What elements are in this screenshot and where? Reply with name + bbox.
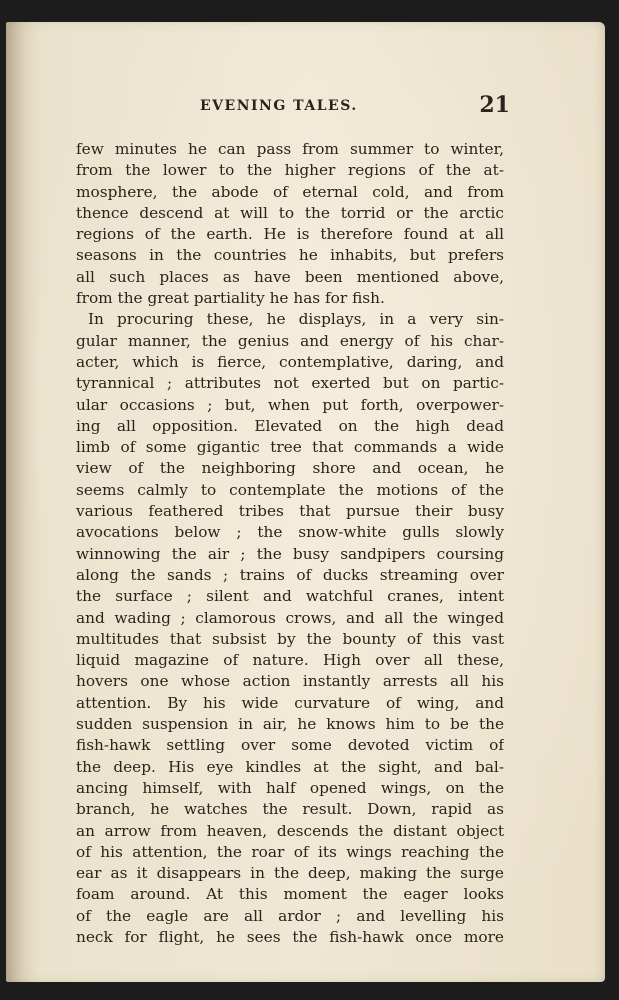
text-line: of the eagle are all ardor ; and levelling his — [76, 906, 504, 925]
text-line: sudden suspension in air, he knows him to be the — [76, 715, 504, 734]
text-line: attention. By his wide curvature of wing, and — [76, 693, 504, 712]
running-title: EVENING TALES. — [200, 98, 358, 114]
text-line: view of the neighboring shore and ocean, he — [76, 459, 504, 478]
text-line: branch, he watches the result. Down, rapid as — [76, 800, 504, 819]
text-line: regions of the earth. He is therefore found at all — [76, 225, 504, 244]
text-line: In procuring these, he displays, in a very sin- — [88, 310, 504, 329]
text-line: fish-hawk settling over some devoted victim of — [76, 736, 504, 755]
body-text — [76, 139, 504, 948]
text-line: limb of some gigantic tree that commands a wide — [76, 438, 504, 457]
text-line: the surface ; silent and watchful cranes, intent — [76, 587, 504, 606]
text-line: gular manner, the genius and energy of his char- — [76, 331, 504, 350]
text-line: liquid magazine of nature. High over all these, — [76, 651, 504, 670]
text-line: avocations below ; the snow-white gulls slowly — [76, 523, 504, 542]
text-line: various feathered tribes that pursue their busy — [76, 502, 504, 521]
text-line: ular occasions ; but, when put forth, overpower- — [76, 395, 504, 414]
text-line: winnowing the air ; the busy sandpipers coursing — [76, 544, 504, 563]
text-line: ancing himself, with half opened wings, on the — [76, 778, 504, 797]
text-line: seems calmly to contemplate the motions of the — [76, 480, 504, 499]
text-line: from the great partiality he has for fish. — [76, 289, 385, 308]
text-line: all such places as have been mentioned above, — [76, 267, 504, 286]
text-line: along the sands ; trains of ducks streaming over — [76, 565, 504, 584]
page-number: 21 — [479, 92, 510, 118]
text-line: an arrow from heaven, descends the distant object — [76, 821, 504, 840]
text-line: hovers one whose action instantly arrests all his — [76, 672, 504, 691]
text-line: the deep. His eye kindles at the sight, and bal- — [76, 757, 504, 776]
text-line: multitudes that subsist by the bounty of this vast — [76, 629, 504, 648]
text-line: of his attention, the roar of its wings reaching the — [76, 842, 504, 861]
text-line: ear as it disappears in the deep, making the surge — [76, 864, 504, 883]
text-line: ing all opposition. Elevated on the high dead — [76, 416, 504, 435]
text-line: thence descend at will to the torrid or the arctic — [76, 203, 504, 222]
text-line: and wading ; clamorous crows, and all the winged — [76, 608, 504, 627]
text-line: foam around. At this moment the eager looks — [76, 885, 504, 904]
text-line: from the lower to the higher regions of the at- — [76, 161, 504, 180]
text-line: few minutes he can pass from summer to winter, — [76, 140, 504, 158]
text-line: neck for flight, he sees the fish-hawk once more — [76, 927, 504, 946]
text-line: tyrannical ; attributes not exerted but on partic- — [76, 374, 504, 393]
text-line: mosphere, the abode of eternal cold, and from — [76, 182, 504, 201]
page-header — [200, 92, 510, 122]
text-line: seasons in the countries he inhabits, but prefers — [76, 246, 504, 265]
text-line: acter, which is fierce, contemplative, daring, and — [76, 352, 504, 371]
